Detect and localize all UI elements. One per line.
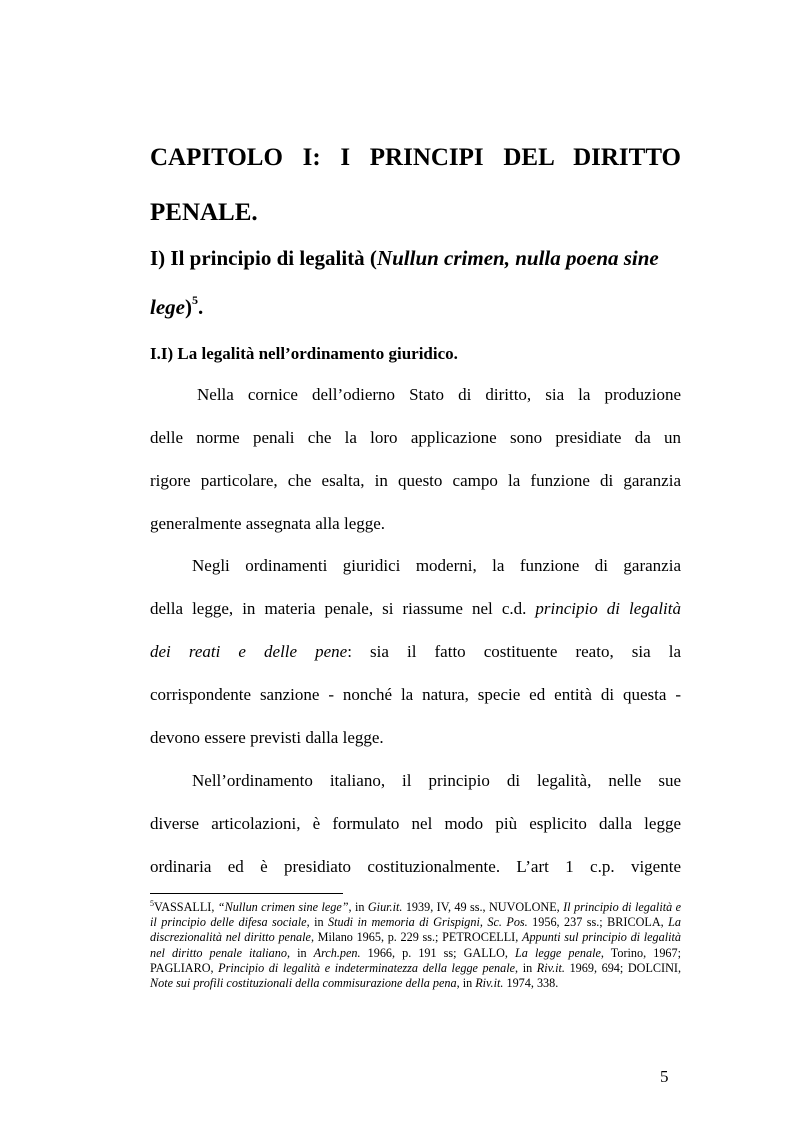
paragraph-2-line-3-text: : sia il fatto costituente reato, sia la	[347, 642, 682, 661]
paragraph-1-line-3: rigore particolare, che esalta, in questo campo la funzione di garanzia	[150, 471, 681, 490]
footnote-title: La legge penale	[515, 945, 601, 960]
footnote-title: Riv.it.	[475, 976, 504, 991]
footnote-title: Il principio di legalità e il principio delle difesa sociale	[150, 900, 681, 930]
section-heading-period: .	[197, 295, 204, 319]
footnote-title: Appunti sul principio di legalità nel diritto penale italiano	[150, 930, 681, 960]
footnote-reference: 5	[191, 293, 198, 307]
section-heading-close: )	[184, 295, 192, 319]
paragraph-2-line-1: Negli ordinamenti giuridici moderni, la funzione di garanzia	[192, 556, 681, 575]
footnote-separator	[150, 893, 343, 894]
page-number: 5	[660, 1067, 669, 1086]
footnote-title: Arch.pen.	[313, 945, 361, 960]
paragraph-1-line-4: generalmente assegnata alla legge.	[150, 514, 386, 533]
paragraph-1-line-1: Nella cornice dell’odierno Stato di diritto, sia la produzione	[197, 385, 681, 404]
section-heading-latin: Nullun crimen, nulla poena sine	[376, 246, 659, 270]
paragraph-2-term: principio di legalità	[535, 599, 681, 618]
chapter-title-line-2: PENALE.	[150, 199, 258, 226]
chapter-title-line-1: CAPITOLO I: I PRINCIPI DEL DIRITTO	[150, 144, 681, 171]
footnote-text: , in	[515, 960, 537, 975]
footnote-text: 1956, 237 ss.; BRICOLA,	[527, 915, 669, 930]
paragraph-2-term-end: dei reati e delle pene	[150, 642, 348, 661]
footnote-title: “Nullun crimen sine lege”	[217, 900, 349, 914]
footnote-text: 1969, 694; DOLCINI,	[564, 960, 682, 975]
paragraph-3-line-3: ordinaria ed è presidiato costituzionalmente. L’art 1 c.p. vigente	[150, 857, 681, 876]
subsection-heading: I.I) La legalità nell’ordinamento giuridico.	[150, 344, 458, 363]
footnote-text: , Milano 1965, p. 229 ss.; PETROCELLI,	[310, 930, 522, 945]
footnote-title: Giur.it.	[367, 900, 403, 914]
footnote-text: 1966, p. 191 ss; GALLO,	[360, 945, 516, 960]
paragraph-2-line-3	[150, 643, 681, 661]
footnote-text: 1974, 338.	[503, 976, 559, 991]
section-heading-line-1	[150, 247, 681, 269]
footnote-text: 1939, IV, 49 ss., NUVOLONE,	[402, 900, 564, 914]
footnote-number: 5	[150, 898, 154, 908]
section-heading-line-2	[150, 293, 681, 319]
footnote-text: , in	[456, 976, 476, 991]
paragraph-1-line-2: delle norme penali che la loro applicazione sono presidiate da un	[150, 428, 681, 447]
paragraph-2-line-2	[150, 600, 681, 618]
paragraph-2-line-2-text: della legge, in materia penale, si riassume nel c.d.	[150, 599, 536, 618]
footnote-title: La discrezionalità nel diritto penale	[150, 915, 682, 945]
paragraph-3-line-2: diverse articolazioni, è formulato nel modo più esplicito dalla legge	[150, 814, 681, 833]
footnote-title: Studi in memoria di Grispigni, Sc. Pos.	[328, 915, 528, 930]
footnote-text: , in	[348, 900, 368, 914]
footnote-title: Note sui profili costituzionali della commisurazione della pena	[150, 976, 457, 991]
section-heading-latin-end: lege	[150, 295, 185, 319]
footnote-5	[150, 900, 681, 991]
footnote-title: Riv.it.	[536, 960, 565, 975]
paragraph-3-line-1: Nell’ordinamento italiano, il principio di legalità, nelle sue	[192, 771, 681, 790]
footnote-title: Principio di legalità e indeterminatezza della legge penale	[218, 960, 516, 975]
section-heading-prefix: I) Il principio di legalità (	[150, 246, 377, 270]
footnote-text: , in	[286, 945, 314, 960]
footnote-text: VASSALLI,	[154, 900, 218, 914]
footnote-text: , in	[306, 915, 329, 930]
paragraph-2-line-5: devono essere previsti dalla legge.	[150, 728, 384, 747]
footnote-text: , Torino, 1967; PAGLIARO,	[150, 945, 681, 975]
paragraph-2-line-4: corrispondente sanzione - nonché la natura, specie ed entità di questa -	[150, 685, 681, 704]
